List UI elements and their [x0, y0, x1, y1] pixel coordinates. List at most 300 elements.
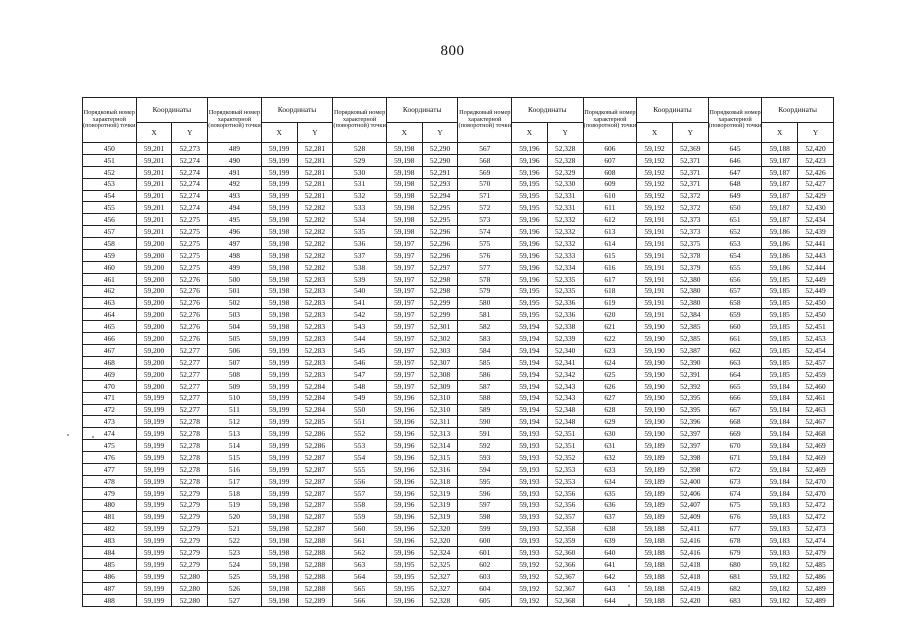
point-number-cell: 680: [708, 559, 762, 571]
point-number-cell: 542: [333, 309, 387, 321]
x-cell: 59,191: [637, 226, 673, 238]
x-cell: 59,199: [261, 487, 297, 499]
header-point-number: Порядковый номер характерной (поворотной) точки: [583, 98, 637, 143]
x-cell: 59,190: [637, 321, 673, 333]
x-cell: 59,195: [512, 190, 548, 202]
point-number-cell: 475: [83, 440, 137, 452]
x-cell: 59,197: [386, 238, 422, 250]
point-number-cell: 581: [458, 309, 512, 321]
point-number-cell: 573: [458, 214, 512, 226]
x-cell: 59,200: [136, 309, 172, 321]
point-number-cell: 594: [458, 464, 512, 476]
y-cell: 52,353: [547, 464, 583, 476]
x-cell: 59,197: [386, 380, 422, 392]
x-cell: 59,185: [762, 297, 798, 309]
x-cell: 59,198: [386, 178, 422, 190]
x-cell: 59,189: [637, 464, 673, 476]
x-cell: 59,200: [136, 345, 172, 357]
x-cell: 59,196: [512, 154, 548, 166]
y-cell: 52,303: [422, 345, 458, 357]
y-cell: 52,275: [172, 261, 208, 273]
y-cell: 52,463: [798, 404, 834, 416]
x-cell: 59,194: [512, 368, 548, 380]
y-cell: 52,274: [172, 154, 208, 166]
y-cell: 52,328: [547, 154, 583, 166]
x-cell: 59,199: [136, 404, 172, 416]
x-cell: 59,183: [762, 547, 798, 559]
point-number-cell: 558: [333, 499, 387, 511]
page-number: 800: [440, 43, 465, 59]
x-cell: 59,196: [386, 428, 422, 440]
y-cell: 52,280: [172, 594, 208, 606]
point-number-cell: 509: [208, 380, 262, 392]
y-cell: 52,283: [297, 285, 333, 297]
y-cell: 52,325: [422, 559, 458, 571]
y-cell: 52,348: [547, 416, 583, 428]
point-number-cell: 681: [708, 571, 762, 583]
point-number-cell: 575: [458, 238, 512, 250]
x-cell: 59,198: [386, 202, 422, 214]
x-cell: 59,199: [261, 428, 297, 440]
table-row: [83, 345, 834, 357]
y-cell: 52,320: [422, 523, 458, 535]
point-number-cell: 624: [583, 357, 637, 369]
y-cell: 52,486: [798, 571, 834, 583]
y-cell: 52,429: [798, 190, 834, 202]
point-number-cell: 656: [708, 273, 762, 285]
point-number-cell: 452: [83, 166, 137, 178]
x-cell: 59,198: [261, 535, 297, 547]
y-cell: 52,449: [798, 285, 834, 297]
x-cell: 59,193: [512, 464, 548, 476]
y-cell: 52,279: [172, 487, 208, 499]
table-row: [83, 261, 834, 273]
y-cell: 52,419: [672, 582, 708, 594]
x-cell: 59,185: [762, 321, 798, 333]
header-point-number: Порядковый номер характерной (поворотной) точки: [708, 98, 762, 143]
x-cell: 59,199: [261, 178, 297, 190]
x-cell: 59,182: [762, 571, 798, 583]
point-number-cell: 585: [458, 357, 512, 369]
table-row: [83, 416, 834, 428]
x-cell: 59,190: [637, 428, 673, 440]
y-cell: 52,479: [798, 547, 834, 559]
point-number-cell: 512: [208, 416, 262, 428]
y-cell: 52,453: [798, 333, 834, 345]
x-cell: 59,197: [386, 333, 422, 345]
x-cell: 59,195: [512, 178, 548, 190]
x-cell: 59,199: [261, 392, 297, 404]
point-number-cell: 498: [208, 250, 262, 262]
point-number-cell: 503: [208, 309, 262, 321]
point-number-cell: 511: [208, 404, 262, 416]
point-number-cell: 669: [708, 428, 762, 440]
point-number-cell: 530: [333, 166, 387, 178]
y-cell: 52,391: [672, 368, 708, 380]
point-number-cell: 496: [208, 226, 262, 238]
point-number-cell: 541: [333, 297, 387, 309]
point-number-cell: 547: [333, 368, 387, 380]
header-x: X: [136, 123, 172, 143]
x-cell: 59,194: [512, 404, 548, 416]
y-cell: 52,311: [422, 416, 458, 428]
point-number-cell: 469: [83, 368, 137, 380]
x-cell: 59,191: [637, 250, 673, 262]
x-cell: 59,188: [637, 535, 673, 547]
y-cell: 52,426: [798, 166, 834, 178]
y-cell: 52,472: [798, 499, 834, 511]
point-number-cell: 630: [583, 428, 637, 440]
x-cell: 59,195: [512, 309, 548, 321]
x-cell: 59,184: [762, 464, 798, 476]
point-number-cell: 601: [458, 547, 512, 559]
x-cell: 59,184: [762, 428, 798, 440]
point-number-cell: 643: [583, 582, 637, 594]
point-number-cell: 606: [583, 143, 637, 155]
x-cell: 59,197: [386, 273, 422, 285]
y-cell: 52,283: [297, 309, 333, 321]
point-number-cell: 557: [333, 487, 387, 499]
header-coordinates: Координаты: [637, 98, 709, 123]
y-cell: 52,277: [172, 404, 208, 416]
x-cell: 59,200: [136, 273, 172, 285]
y-cell: 52,379: [672, 261, 708, 273]
y-cell: 52,288: [297, 571, 333, 583]
point-number-cell: 600: [458, 535, 512, 547]
x-cell: 59,193: [512, 499, 548, 511]
point-number-cell: 510: [208, 392, 262, 404]
x-cell: 59,200: [136, 250, 172, 262]
point-number-cell: 508: [208, 368, 262, 380]
point-number-cell: 559: [333, 511, 387, 523]
y-cell: 52,279: [172, 523, 208, 535]
x-cell: 59,185: [762, 285, 798, 297]
point-number-cell: 527: [208, 594, 262, 606]
point-number-cell: 612: [583, 214, 637, 226]
x-cell: 59,199: [261, 440, 297, 452]
point-number-cell: 458: [83, 238, 137, 250]
x-cell: 59,190: [637, 404, 673, 416]
table-row: [83, 226, 834, 238]
y-cell: 52,297: [422, 261, 458, 273]
x-cell: 59,191: [637, 309, 673, 321]
table-row: [83, 214, 834, 226]
x-cell: 59,201: [136, 143, 172, 155]
x-cell: 59,196: [386, 416, 422, 428]
x-cell: 59,193: [512, 428, 548, 440]
y-cell: 52,396: [672, 416, 708, 428]
point-number-cell: 553: [333, 440, 387, 452]
y-cell: 52,287: [297, 523, 333, 535]
x-cell: 59,189: [637, 511, 673, 523]
point-number-cell: 660: [708, 321, 762, 333]
y-cell: 52,276: [172, 297, 208, 309]
y-cell: 52,332: [547, 214, 583, 226]
point-number-cell: 506: [208, 345, 262, 357]
x-cell: 59,192: [637, 166, 673, 178]
y-cell: 52,342: [547, 368, 583, 380]
x-cell: 59,199: [261, 416, 297, 428]
y-cell: 52,314: [422, 440, 458, 452]
x-cell: 59,199: [261, 452, 297, 464]
x-cell: 59,188: [637, 559, 673, 571]
y-cell: 52,295: [422, 214, 458, 226]
y-cell: 52,384: [672, 309, 708, 321]
y-cell: 52,395: [672, 392, 708, 404]
x-cell: 59,196: [386, 452, 422, 464]
x-cell: 59,199: [261, 143, 297, 155]
x-cell: 59,182: [762, 594, 798, 606]
x-cell: 59,199: [261, 190, 297, 202]
y-cell: 52,489: [798, 582, 834, 594]
point-number-cell: 604: [458, 582, 512, 594]
point-number-cell: 529: [333, 154, 387, 166]
y-cell: 52,299: [422, 309, 458, 321]
y-cell: 52,274: [172, 190, 208, 202]
y-cell: 52,418: [672, 559, 708, 571]
x-cell: 59,200: [136, 261, 172, 273]
y-cell: 52,434: [798, 214, 834, 226]
point-number-cell: 664: [708, 368, 762, 380]
point-number-cell: 548: [333, 380, 387, 392]
point-number-cell: 582: [458, 321, 512, 333]
x-cell: 59,198: [261, 285, 297, 297]
point-number-cell: 497: [208, 238, 262, 250]
x-cell: 59,190: [637, 380, 673, 392]
y-cell: 52,409: [672, 511, 708, 523]
y-cell: 52,318: [422, 475, 458, 487]
x-cell: 59,182: [762, 559, 798, 571]
point-number-cell: 531: [333, 178, 387, 190]
table-row: [83, 452, 834, 464]
x-cell: 59,199: [136, 511, 172, 523]
point-number-cell: 672: [708, 464, 762, 476]
y-cell: 52,281: [297, 178, 333, 190]
point-number-cell: 453: [83, 178, 137, 190]
table-row: [83, 368, 834, 380]
table-row: [83, 154, 834, 166]
x-cell: 59,192: [637, 143, 673, 155]
scan-speck: [92, 436, 94, 438]
y-cell: 52,281: [297, 166, 333, 178]
y-cell: 52,287: [297, 452, 333, 464]
point-number-cell: 580: [458, 297, 512, 309]
table-row: [83, 309, 834, 321]
point-number-cell: 556: [333, 475, 387, 487]
point-number-cell: 576: [458, 250, 512, 262]
point-number-cell: 462: [83, 285, 137, 297]
x-cell: 59,196: [386, 464, 422, 476]
point-number-cell: 533: [333, 202, 387, 214]
x-cell: 59,198: [261, 273, 297, 285]
point-number-cell: 478: [83, 475, 137, 487]
y-cell: 52,331: [547, 190, 583, 202]
x-cell: 59,198: [261, 547, 297, 559]
point-number-cell: 682: [708, 582, 762, 594]
point-number-cell: 657: [708, 285, 762, 297]
y-cell: 52,407: [672, 499, 708, 511]
x-cell: 59,196: [386, 487, 422, 499]
y-cell: 52,339: [547, 333, 583, 345]
x-cell: 59,196: [386, 475, 422, 487]
point-number-cell: 540: [333, 285, 387, 297]
point-number-cell: 514: [208, 440, 262, 452]
x-cell: 59,193: [512, 547, 548, 559]
table-row: [83, 535, 834, 547]
y-cell: 52,369: [672, 143, 708, 155]
x-cell: 59,191: [637, 297, 673, 309]
x-cell: 59,198: [386, 190, 422, 202]
y-cell: 52,290: [422, 154, 458, 166]
point-number-cell: 608: [583, 166, 637, 178]
x-cell: 59,196: [386, 499, 422, 511]
y-cell: 52,375: [672, 238, 708, 250]
point-number-cell: 596: [458, 487, 512, 499]
y-cell: 52,281: [297, 190, 333, 202]
y-cell: 52,284: [297, 404, 333, 416]
point-number-cell: 587: [458, 380, 512, 392]
x-cell: 59,200: [136, 297, 172, 309]
point-number-cell: 674: [708, 487, 762, 499]
x-cell: 59,197: [386, 345, 422, 357]
y-cell: 52,416: [672, 547, 708, 559]
point-number-cell: 653: [708, 238, 762, 250]
point-number-cell: 534: [333, 214, 387, 226]
point-number-cell: 679: [708, 547, 762, 559]
y-cell: 52,277: [172, 357, 208, 369]
y-cell: 52,333: [547, 250, 583, 262]
x-cell: 59,192: [512, 571, 548, 583]
y-cell: 52,348: [547, 404, 583, 416]
point-number-cell: 625: [583, 368, 637, 380]
y-cell: 52,309: [422, 380, 458, 392]
x-cell: 59,200: [136, 368, 172, 380]
y-cell: 52,332: [547, 238, 583, 250]
y-cell: 52,310: [422, 404, 458, 416]
point-number-cell: 482: [83, 523, 137, 535]
point-number-cell: 626: [583, 380, 637, 392]
y-cell: 52,461: [798, 392, 834, 404]
point-number-cell: 476: [83, 452, 137, 464]
y-cell: 52,336: [547, 309, 583, 321]
y-cell: 52,470: [798, 487, 834, 499]
x-cell: 59,192: [512, 559, 548, 571]
header-x: X: [261, 123, 297, 143]
table-row: [83, 297, 834, 309]
header-x: X: [637, 123, 673, 143]
scan-speck: [628, 585, 630, 587]
x-cell: 59,197: [386, 309, 422, 321]
point-number-cell: 652: [708, 226, 762, 238]
x-cell: 59,196: [386, 440, 422, 452]
x-cell: 59,183: [762, 499, 798, 511]
y-cell: 52,280: [172, 571, 208, 583]
y-cell: 52,331: [547, 202, 583, 214]
point-number-cell: 675: [708, 499, 762, 511]
y-cell: 52,406: [672, 487, 708, 499]
table-row: [83, 143, 834, 155]
x-cell: 59,201: [136, 178, 172, 190]
point-number-cell: 584: [458, 345, 512, 357]
point-number-cell: 648: [708, 178, 762, 190]
x-cell: 59,198: [261, 309, 297, 321]
y-cell: 52,459: [798, 368, 834, 380]
y-cell: 52,454: [798, 345, 834, 357]
y-cell: 52,328: [422, 594, 458, 606]
table-row: [83, 321, 834, 333]
header-point-number: Порядковый номер характерной (поворотной) точки: [208, 98, 262, 143]
y-cell: 52,310: [422, 392, 458, 404]
y-cell: 52,276: [172, 309, 208, 321]
header-y: Y: [672, 123, 708, 143]
point-number-cell: 670: [708, 440, 762, 452]
y-cell: 52,366: [547, 559, 583, 571]
point-number-cell: 463: [83, 297, 137, 309]
point-number-cell: 639: [583, 535, 637, 547]
x-cell: 59,194: [512, 321, 548, 333]
y-cell: 52,278: [172, 416, 208, 428]
x-cell: 59,192: [512, 582, 548, 594]
y-cell: 52,274: [172, 166, 208, 178]
point-number-cell: 494: [208, 202, 262, 214]
point-number-cell: 489: [208, 143, 262, 155]
y-cell: 52,278: [172, 464, 208, 476]
point-number-cell: 617: [583, 273, 637, 285]
y-cell: 52,469: [798, 464, 834, 476]
x-cell: 59,196: [386, 404, 422, 416]
table-row: [83, 571, 834, 583]
y-cell: 52,469: [798, 452, 834, 464]
y-cell: 52,356: [547, 487, 583, 499]
point-number-cell: 513: [208, 428, 262, 440]
x-cell: 59,199: [136, 392, 172, 404]
point-number-cell: 502: [208, 297, 262, 309]
header-point-number: Порядковый номер характерной (поворотной) точки: [458, 98, 512, 143]
x-cell: 59,185: [762, 309, 798, 321]
x-cell: 59,187: [762, 178, 798, 190]
point-number-cell: 628: [583, 404, 637, 416]
point-number-cell: 519: [208, 499, 262, 511]
y-cell: 52,294: [422, 190, 458, 202]
y-cell: 52,451: [798, 321, 834, 333]
point-number-cell: 516: [208, 464, 262, 476]
point-number-cell: 550: [333, 404, 387, 416]
y-cell: 52,296: [422, 250, 458, 262]
x-cell: 59,187: [762, 166, 798, 178]
y-cell: 52,398: [672, 464, 708, 476]
y-cell: 52,287: [297, 464, 333, 476]
y-cell: 52,380: [672, 285, 708, 297]
y-cell: 52,418: [672, 571, 708, 583]
x-cell: 59,201: [136, 226, 172, 238]
x-cell: 59,201: [136, 214, 172, 226]
y-cell: 52,319: [422, 487, 458, 499]
point-number-cell: 569: [458, 166, 512, 178]
x-cell: 59,199: [136, 475, 172, 487]
point-number-cell: 592: [458, 440, 512, 452]
x-cell: 59,188: [637, 523, 673, 535]
point-number-cell: 658: [708, 297, 762, 309]
point-number-cell: 649: [708, 190, 762, 202]
x-cell: 59,190: [637, 368, 673, 380]
y-cell: 52,282: [297, 238, 333, 250]
table-row: [83, 523, 834, 535]
x-cell: 59,199: [136, 487, 172, 499]
table-row: [83, 285, 834, 297]
x-cell: 59,197: [386, 368, 422, 380]
point-number-cell: 523: [208, 547, 262, 559]
x-cell: 59,197: [386, 250, 422, 262]
